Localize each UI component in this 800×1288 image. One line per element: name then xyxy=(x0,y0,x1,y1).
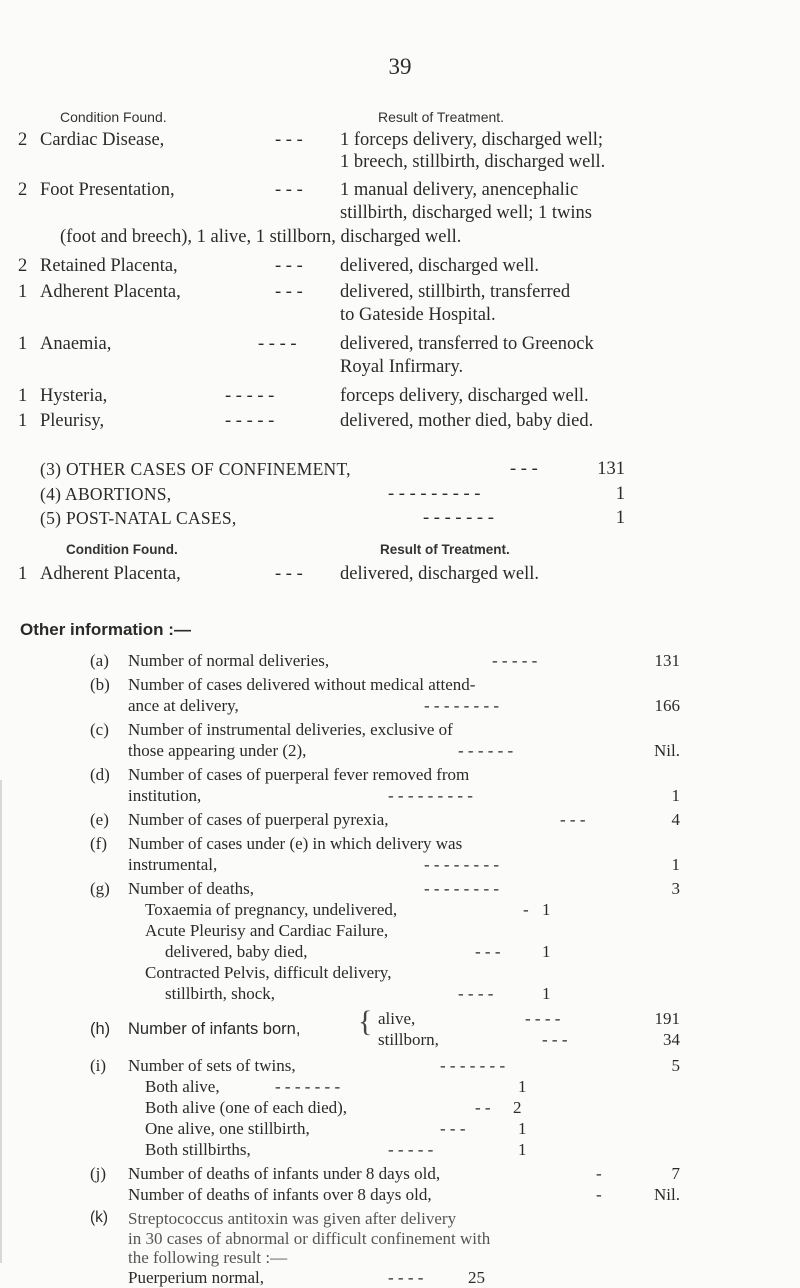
item-value: 1 xyxy=(671,855,680,874)
item-value: 1 xyxy=(671,786,680,805)
section-dashes: - - - - - - - xyxy=(423,508,494,528)
condition-header: Condition Found. xyxy=(66,542,178,557)
item-value: 7 xyxy=(671,1164,680,1183)
item-value: 25 xyxy=(468,1268,485,1287)
twins-dashes: - - xyxy=(475,1098,491,1117)
row-dashes: - - - xyxy=(275,130,303,150)
item-text: Number of cases under (e) in which delivery was xyxy=(128,834,463,853)
section-value: 1 xyxy=(615,484,625,504)
item-text: the following result :— xyxy=(128,1248,288,1267)
death-dashes: - xyxy=(523,900,529,919)
item-letter: (k) xyxy=(90,1209,109,1226)
item-dashes: - xyxy=(596,1164,602,1183)
twins-count: 2 xyxy=(513,1098,522,1117)
death-cause: stillbirth, shock, xyxy=(165,984,276,1003)
item-letter: (e) xyxy=(90,810,109,829)
item-dashes: - - - - xyxy=(525,1009,561,1028)
item-dashes: - - - - - - - - xyxy=(424,696,500,715)
twins-category: Both stillbirths, xyxy=(145,1140,251,1159)
item-text: Streptococcus antitoxin was given after delivery xyxy=(128,1209,457,1228)
twins-count: 1 xyxy=(518,1140,527,1159)
item-value: 4 xyxy=(671,810,680,829)
item-text: Number of deaths of infants over 8 days old, xyxy=(128,1185,432,1204)
item-value: 5 xyxy=(671,1056,680,1075)
death-cause: Contracted Pelvis, difficult delivery, xyxy=(145,963,392,982)
item-value: 3 xyxy=(671,879,680,898)
row-condition: Adherent Placenta, xyxy=(40,282,181,302)
death-count: 1 xyxy=(542,942,551,961)
infants-stillborn-value: 34 xyxy=(663,1030,680,1049)
result-header: Result of Treatment. xyxy=(378,109,505,125)
item-letter: (c) xyxy=(90,720,109,739)
row-result: delivered, mother died, baby died. xyxy=(340,411,594,431)
row-result: 1 breech, stillbirth, discharged well. xyxy=(340,152,606,172)
item-text: Number of deaths of infants under 8 days old, xyxy=(128,1164,441,1183)
row-condition: Anaemia, xyxy=(40,334,112,354)
row-count: 2 xyxy=(18,180,28,200)
row-result: 1 forceps delivery, discharged well; xyxy=(340,130,604,150)
item-dashes: - - - xyxy=(542,1030,568,1049)
item-text: Number of cases delivered without medical attend- xyxy=(128,675,476,694)
item-value: Nil. xyxy=(654,741,680,760)
row-condition: Pleurisy, xyxy=(40,411,105,431)
condition-header: Condition Found. xyxy=(60,109,167,125)
death-dashes: - - - - xyxy=(458,984,494,1003)
row-result: to Gateside Hospital. xyxy=(340,305,496,325)
twins-dashes: - - - - - xyxy=(388,1140,434,1159)
section-label: (4) ABORTIONS, xyxy=(40,484,172,504)
item-letter: (a) xyxy=(90,651,109,670)
item-dashes: - - - - - - - xyxy=(440,1056,506,1075)
row-dashes: - - - xyxy=(275,564,303,584)
death-cause: Toxaemia of pregnancy, undelivered, xyxy=(145,900,398,919)
item-dashes: - - - - - - - - xyxy=(424,855,500,874)
infants-stillborn-label: stillborn, xyxy=(378,1030,439,1049)
death-count: 1 xyxy=(542,900,551,919)
item-letter: (b) xyxy=(90,675,110,694)
item-letter: (g) xyxy=(90,879,110,898)
section-dashes: - - - xyxy=(510,459,538,479)
section-label: (5) POST-NATAL CASES, xyxy=(40,508,237,528)
twins-dashes: - - - xyxy=(440,1119,466,1138)
section-value: 1 xyxy=(615,508,625,528)
twins-count: 1 xyxy=(518,1119,527,1138)
item-text: those appearing under (2), xyxy=(128,741,307,760)
death-cause: Acute Pleurisy and Cardiac Failure, xyxy=(145,921,389,940)
item-letter: (i) xyxy=(90,1056,107,1075)
row-count: 2 xyxy=(18,130,28,150)
item-dashes: - - - - - xyxy=(492,651,538,670)
row-dashes: - - - - - xyxy=(225,411,275,431)
item-text: instrumental, xyxy=(128,855,218,874)
row-condition: Cardiac Disease, xyxy=(40,130,165,150)
item-text: in 30 cases of abnormal or difficult confinement with xyxy=(128,1229,491,1248)
row-result: 1 manual delivery, anencephalic xyxy=(340,180,579,200)
twins-note: (foot and breech), 1 alive, 1 stillborn, discharged well. xyxy=(60,227,462,247)
result-header: Result of Treatment. xyxy=(380,542,510,557)
item-text: Number of cases of puerperal fever removed from xyxy=(128,765,470,784)
item-dashes: - xyxy=(596,1185,602,1204)
item-dashes: - - - - - - - - - xyxy=(388,786,473,805)
item-letter: (j) xyxy=(90,1164,107,1183)
item-text: Number of infants born, xyxy=(128,1020,301,1038)
death-count: 1 xyxy=(542,984,551,1003)
row-dashes: - - - - xyxy=(258,334,297,354)
twins-category: Both alive, xyxy=(145,1077,220,1096)
row-dashes: - - - - - xyxy=(225,386,275,406)
row-dashes: - - - xyxy=(275,282,303,302)
twins-dashes: - - - - - - - xyxy=(275,1077,341,1096)
row-result: delivered, discharged well. xyxy=(340,564,539,584)
item-text: Number of deaths, xyxy=(128,879,255,898)
infants-alive-value: 191 xyxy=(654,1009,680,1028)
row-result: forceps delivery, discharged well. xyxy=(340,386,589,406)
twins-category: Both alive (one of each died), xyxy=(145,1098,348,1117)
row-dashes: - - - xyxy=(275,256,303,276)
item-letter: (h) xyxy=(90,1020,111,1038)
section-dashes: - - - - - - - - - xyxy=(388,484,481,504)
item-letter: (f) xyxy=(90,834,107,853)
item-dashes: - - - - xyxy=(388,1268,424,1287)
row-condition: Retained Placenta, xyxy=(40,256,178,276)
item-text: Number of cases of puerperal pyrexia, xyxy=(128,810,389,829)
item-text: Puerperium normal, xyxy=(128,1268,264,1287)
infants-alive-label: alive, xyxy=(378,1009,416,1028)
page-number: 39 xyxy=(388,54,412,79)
twins-count: 1 xyxy=(518,1077,527,1096)
section-label: (3) OTHER CASES OF CONFINEMENT, xyxy=(40,459,351,479)
row-condition: Hysteria, xyxy=(40,386,108,406)
section-value: 131 xyxy=(597,459,625,479)
row-dashes: - - - xyxy=(275,180,303,200)
row-result: stillbirth, discharged well; 1 twins xyxy=(340,203,592,223)
row-condition: Adherent Placenta, xyxy=(40,564,181,584)
row-count: 2 xyxy=(18,256,28,276)
item-dashes: - - - - - - - - xyxy=(424,879,500,898)
brace: { xyxy=(358,1005,373,1038)
item-value: 166 xyxy=(654,696,680,715)
death-dashes: - - - xyxy=(475,942,501,961)
item-letter: (d) xyxy=(90,765,110,784)
row-count: 1 xyxy=(18,564,28,584)
item-text: institution, xyxy=(128,786,202,805)
row-count: 1 xyxy=(18,386,28,406)
item-value: Nil. xyxy=(654,1185,680,1204)
item-dashes: - - - xyxy=(560,810,586,829)
other-info-title: Other information :— xyxy=(20,620,191,639)
item-text: ance at delivery, xyxy=(128,696,239,715)
page-edge xyxy=(0,780,2,1263)
row-result: Royal Infirmary. xyxy=(340,357,464,377)
row-result: delivered, discharged well. xyxy=(340,256,539,276)
twins-category: One alive, one stillbirth, xyxy=(145,1119,310,1138)
item-text: Number of instrumental deliveries, exclusive of xyxy=(128,720,453,739)
row-condition: Foot Presentation, xyxy=(40,180,175,200)
item-text: Number of normal deliveries, xyxy=(128,651,330,670)
row-result: delivered, stillbirth, transferred xyxy=(340,282,571,302)
row-count: 1 xyxy=(18,334,28,354)
row-count: 1 xyxy=(18,411,28,431)
row-result: delivered, transferred to Greenock xyxy=(340,334,594,354)
item-value: 131 xyxy=(654,651,680,670)
row-count: 1 xyxy=(18,282,28,302)
item-text: Number of sets of twins, xyxy=(128,1056,296,1075)
item-dashes: - - - - - - xyxy=(458,741,514,760)
death-cause: delivered, baby died, xyxy=(165,942,308,961)
